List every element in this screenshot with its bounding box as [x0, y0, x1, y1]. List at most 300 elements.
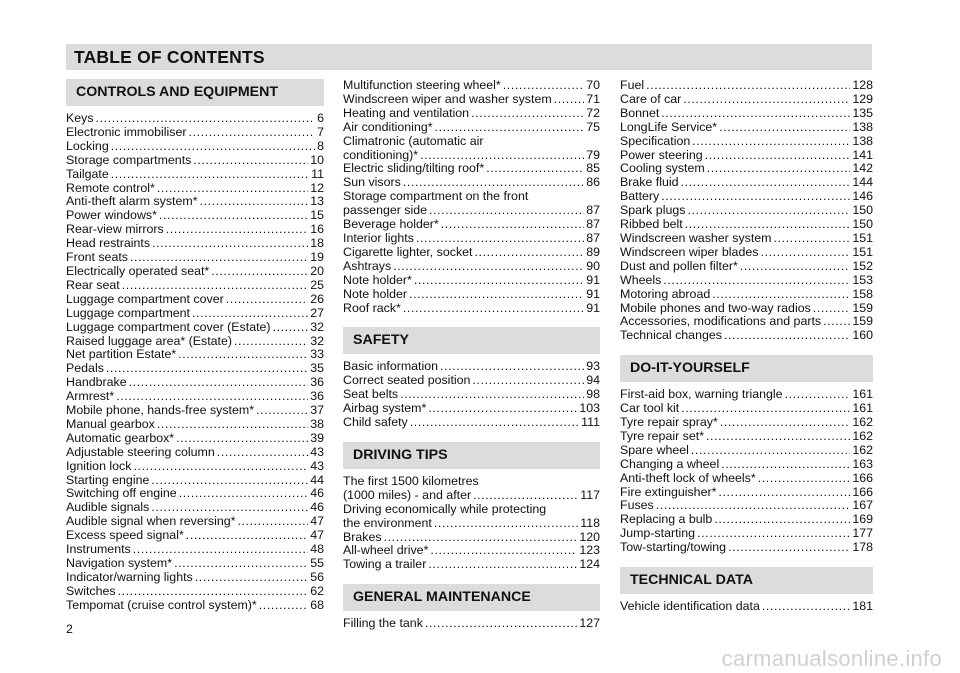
toc-entry[interactable] [620, 218, 873, 232]
toc-entry-page: 35 [310, 361, 324, 376]
dot-leader [785, 388, 851, 402]
toc-entry[interactable] [620, 444, 873, 458]
toc-entry-title: Mobile phones and two-way radios [620, 300, 811, 315]
dot-leader [428, 402, 577, 416]
toc-entry[interactable] [66, 154, 324, 168]
toc-entry-page: 127 [579, 616, 600, 631]
toc-entry-title: Instruments [66, 542, 131, 557]
dot-leader [554, 93, 585, 107]
dot-leader [823, 315, 850, 329]
toc-entry-page: 90 [586, 258, 600, 273]
toc-entry-title: Fire extinguisher* [620, 484, 717, 499]
toc-entry-page: 94 [586, 373, 600, 388]
toc-entry[interactable] [343, 93, 600, 107]
toc-entry[interactable] [343, 260, 600, 274]
dot-leader [758, 472, 851, 486]
toc-entry-title: Tyre repair set* [620, 428, 705, 443]
toc-entry-title: Seat belts [343, 387, 399, 402]
toc-entry-title: Roof rack* [343, 300, 401, 315]
toc-entry[interactable] [620, 315, 873, 329]
toc-entry[interactable] [620, 93, 873, 107]
toc-entry-page: 144 [852, 175, 873, 190]
dot-leader [435, 121, 585, 135]
toc-entry-title: Electronic immobiliser [66, 124, 187, 139]
toc-entry-page: 25 [310, 277, 324, 292]
toc-entry-title: Basic information [343, 359, 439, 374]
toc-entry[interactable] [66, 237, 324, 251]
toc-entry-title: Starting engine [66, 472, 150, 487]
toc-entry-page: 32 [310, 319, 324, 334]
toc-entry-title-line: Driving economically while protecting [343, 501, 547, 516]
dot-leader [441, 218, 584, 232]
toc-entry-title: Remote control* [66, 180, 155, 195]
toc-entry[interactable] [343, 176, 600, 190]
toc-entry-title: Correct seated position [343, 373, 471, 388]
toc-entry-title: Specification [620, 133, 691, 148]
toc-entry[interactable] [343, 302, 600, 316]
toc-entry-title: Electric sliding/tilting roof* [343, 161, 485, 176]
toc-entry-page: 150 [852, 217, 873, 232]
section-heading-driving-tips [343, 442, 600, 469]
toc-entry[interactable] [343, 531, 600, 545]
toc-entry-page: 162 [852, 442, 873, 457]
toc-entry[interactable] [620, 458, 873, 472]
toc-column-2 [343, 79, 600, 631]
dot-leader [159, 209, 308, 223]
toc-entry-page: 26 [310, 291, 324, 306]
toc-entry-title: Dust and pollen filter* [620, 258, 738, 273]
toc-entry-page: 161 [852, 387, 873, 402]
toc-list [620, 600, 873, 614]
toc-entry-title: Spare wheel [620, 442, 689, 457]
toc-entry[interactable] [343, 121, 600, 135]
toc-entry[interactable] [620, 107, 873, 121]
toc-entry[interactable] [620, 388, 873, 402]
toc-entry-title: Indicator/warning lights [66, 569, 193, 584]
dot-leader [393, 260, 584, 274]
toc-entry-page: 159 [852, 314, 873, 329]
toc-entry-title: Storage compartments [66, 152, 192, 167]
dot-leader [683, 93, 850, 107]
toc-entry-page: 12 [310, 180, 324, 195]
dot-leader [714, 513, 850, 527]
toc-entry-title: Ribbed belt [620, 217, 683, 232]
toc-entry[interactable] [620, 499, 873, 513]
toc-entry-title: Battery [620, 189, 660, 204]
toc-entry[interactable] [343, 246, 600, 260]
dot-leader [234, 335, 308, 349]
toc-entry[interactable] [620, 274, 873, 288]
toc-entry[interactable] [66, 348, 324, 362]
dot-leader [440, 360, 584, 374]
toc-entry[interactable] [620, 260, 873, 274]
toc-entry-page: 75 [586, 119, 600, 134]
toc-entry-title: Windscreen washer system [620, 230, 772, 245]
toc-entry[interactable] [343, 204, 600, 218]
dot-leader [428, 558, 577, 572]
toc-entry-title: Excess speed signal* [66, 528, 184, 543]
toc-entry[interactable] [620, 472, 873, 486]
toc-entry-page: 62 [310, 583, 324, 598]
toc-entry[interactable] [66, 390, 324, 404]
dot-leader [259, 599, 308, 613]
toc-entry[interactable] [66, 126, 324, 140]
toc-entry-page: 151 [852, 244, 873, 259]
toc-entry[interactable] [66, 515, 324, 529]
toc-entry[interactable] [620, 204, 873, 218]
toc-entry-title: Adjustable steering column [66, 444, 215, 459]
toc-entry[interactable] [66, 307, 324, 321]
dot-leader [111, 168, 309, 182]
toc-entry[interactable] [620, 402, 873, 416]
toc-entry-title: Switches [66, 583, 116, 598]
dot-leader [122, 279, 308, 293]
page-number: 2 [66, 622, 73, 636]
toc-entry-page: 72 [586, 105, 600, 120]
dot-leader [133, 460, 308, 474]
toc-entry-page: 123 [579, 543, 600, 558]
toc-entry[interactable] [66, 362, 324, 376]
toc-entry[interactable] [66, 460, 324, 474]
toc-entry-title: Tow-starting/towing [620, 540, 727, 555]
toc-entry[interactable] [66, 599, 324, 613]
dot-leader [503, 79, 584, 93]
watermark: carmanualsonline.info [721, 646, 942, 671]
toc-entry-title: Airbag system* [343, 401, 427, 416]
toc-list [343, 617, 600, 631]
toc-entry[interactable] [620, 416, 873, 430]
toc-entry[interactable] [620, 302, 873, 316]
toc-entry[interactable] [66, 140, 324, 154]
toc-entry-title-line: The first 1500 kilometres [343, 473, 479, 488]
dot-leader [486, 162, 584, 176]
toc-entry[interactable] [343, 544, 600, 558]
dot-leader [762, 600, 850, 614]
dot-leader [186, 529, 308, 543]
toc-entry-page: 89 [586, 244, 600, 259]
toc-entry[interactable] [66, 446, 324, 460]
dot-leader [720, 416, 851, 430]
toc-entry-page: 85 [586, 161, 600, 176]
dot-leader [151, 474, 308, 488]
toc-entry-page: 135 [852, 105, 873, 120]
toc-entry-page: 44 [310, 472, 324, 487]
dot-leader [685, 218, 851, 232]
toc-entry[interactable] [620, 190, 873, 204]
toc-entry-page: 38 [310, 416, 324, 431]
section-heading-label: CONTROLS AND EQUIPMENT [76, 84, 279, 100]
toc-entry-page: 117 [580, 487, 600, 502]
toc-entry[interactable] [66, 432, 324, 446]
toc-entry[interactable] [343, 402, 600, 416]
toc-entry-page: 169 [852, 512, 873, 527]
toc-entry[interactable] [66, 223, 324, 237]
toc-entry-title: Beverage holder* [343, 217, 439, 232]
toc-entry-title: All-wheel drive* [343, 543, 429, 558]
toc-entry-page: 146 [852, 189, 873, 204]
dot-leader [661, 190, 850, 204]
toc-entry-page: 158 [852, 286, 873, 301]
toc-entry[interactable] [66, 195, 324, 209]
toc-entry[interactable] [66, 209, 324, 223]
toc-entry[interactable] [343, 360, 600, 374]
toc-entry[interactable] [66, 335, 324, 349]
toc-entry-page: 138 [852, 119, 873, 134]
dot-leader [740, 260, 851, 274]
toc-entry[interactable] [343, 374, 600, 388]
toc-entry-page: 91 [586, 300, 600, 315]
toc-entry[interactable] [620, 135, 873, 149]
toc-entry-title: Cigarette lighter, socket [343, 244, 473, 259]
toc-entry-title: First-aid box, warning triangle [620, 387, 783, 402]
toc-entry[interactable] [66, 474, 324, 488]
toc-entry-title: Child safety [343, 415, 408, 430]
toc-entry[interactable] [343, 79, 600, 93]
toc-entry-page: 47 [310, 514, 324, 529]
toc-entry[interactable] [343, 517, 600, 531]
dot-leader [434, 517, 578, 531]
dot-leader [256, 404, 308, 418]
dot-leader [473, 489, 578, 503]
toc-entry-page: 138 [852, 133, 873, 148]
toc-entry[interactable] [620, 329, 873, 343]
dot-leader [681, 402, 850, 416]
toc-entry-title: Anti-theft lock of wheels* [620, 470, 756, 485]
toc-entry[interactable] [66, 529, 324, 543]
toc-entry-title: conditioning)* [343, 147, 419, 162]
toc-entry[interactable] [66, 376, 324, 390]
toc-entry-page: 141 [852, 147, 873, 162]
toc-entry-page: 181 [852, 599, 873, 614]
toc-entry-page: 37 [310, 403, 324, 418]
dot-leader [681, 176, 851, 190]
dot-leader [707, 162, 851, 176]
toc-entry-title: Net partition Estate* [66, 347, 177, 362]
toc-entry-page: 15 [310, 208, 324, 223]
toc-entry[interactable] [620, 79, 873, 93]
section-heading-label: TECHNICAL DATA [630, 572, 753, 589]
dot-leader [705, 149, 851, 163]
toc-entry-title: Switching off engine [66, 486, 177, 501]
toc-entry-title: Electrically operated seat* [66, 263, 210, 278]
toc-entry[interactable] [620, 513, 873, 527]
toc-entry[interactable] [66, 487, 324, 501]
toc-entry-title: Pedals [66, 361, 104, 376]
toc-entry[interactable] [620, 121, 873, 135]
toc-entry-title: Care of car [620, 91, 682, 106]
toc-entry-page: 87 [586, 230, 600, 245]
toc-entry[interactable] [66, 279, 324, 293]
toc-entry[interactable] [620, 486, 873, 500]
dot-leader [687, 204, 850, 218]
toc-entry[interactable] [66, 404, 324, 418]
dot-leader [691, 444, 850, 458]
dot-leader [400, 388, 584, 402]
toc-entry[interactable] [620, 246, 873, 260]
toc-entry-page: 163 [852, 456, 873, 471]
toc-entry-page: 162 [852, 415, 873, 430]
toc-entry-page: 43 [310, 458, 324, 473]
toc-entry[interactable] [620, 288, 873, 302]
toc-entry[interactable] [343, 416, 600, 430]
toc-entry-page: 103 [579, 401, 600, 416]
toc-entry[interactable] [66, 585, 324, 599]
toc-entry[interactable] [343, 388, 600, 402]
toc-list [343, 79, 600, 315]
page-title: TABLE OF CONTENTS [74, 47, 265, 67]
dot-leader [656, 499, 851, 513]
toc-entry-title: Rear-view mirrors [66, 222, 164, 237]
toc-entry-page: 160 [852, 328, 873, 343]
toc-entry[interactable] [343, 162, 600, 176]
dot-leader [96, 112, 316, 126]
toc-entry-page: 142 [852, 161, 873, 176]
dot-leader [176, 432, 308, 446]
dot-leader [721, 458, 850, 472]
dot-leader [193, 154, 308, 168]
toc-entry-page: 151 [852, 230, 873, 245]
toc-entry[interactable] [343, 558, 600, 572]
toc-entry-title: Filling the tank [343, 616, 423, 631]
dot-leader [472, 374, 584, 388]
toc-entry[interactable] [66, 557, 324, 571]
toc-entry[interactable] [620, 149, 873, 163]
dot-leader [661, 107, 850, 121]
toc-entry[interactable] [620, 527, 873, 541]
section-heading-label: GENERAL MAINTENANCE [353, 589, 531, 606]
toc-entry-page: 93 [586, 359, 600, 374]
dot-leader [106, 362, 308, 376]
toc-entry[interactable] [343, 149, 600, 163]
toc-entry-page: 8 [317, 138, 324, 153]
dot-leader [813, 302, 851, 316]
toc-entry-page: 166 [852, 484, 873, 499]
dot-leader [425, 617, 577, 631]
toc-entry-title: Ignition lock [66, 458, 132, 473]
toc-entry-page: 124 [579, 557, 600, 572]
toc-entry-title: Replacing a bulb [620, 512, 713, 527]
toc-entry[interactable] [66, 293, 324, 307]
dot-leader [430, 544, 577, 558]
section-heading-label: SAFETY [353, 332, 409, 349]
toc-entry-title: Head restraints [66, 236, 151, 251]
dot-leader [646, 79, 850, 93]
toc-entry-title: Accessories, modifications and parts [620, 314, 822, 329]
toc-entry[interactable] [66, 265, 324, 279]
toc-entry[interactable] [66, 321, 324, 335]
toc-list [620, 79, 873, 343]
toc-entry[interactable] [620, 600, 873, 614]
toc-entry-title: Front seats [66, 250, 128, 265]
section-heading-safety [343, 327, 600, 354]
toc-entry[interactable] [343, 274, 600, 288]
toc-entry[interactable] [343, 232, 600, 246]
dot-leader [226, 293, 308, 307]
dot-leader [409, 288, 584, 302]
toc-entry[interactable] [343, 288, 600, 302]
dot-leader [116, 390, 308, 404]
toc-entry-title-line: Storage compartment on the front [343, 189, 529, 204]
dot-leader [697, 527, 850, 541]
dot-leader [384, 531, 578, 545]
toc-entry[interactable] [343, 107, 600, 121]
toc-entry-page: 120 [579, 529, 600, 544]
dot-leader [211, 265, 308, 279]
dot-leader [118, 585, 309, 599]
toc-entry-page: 20 [310, 263, 324, 278]
toc-entry[interactable] [66, 501, 324, 515]
toc-entry-page: 36 [310, 389, 324, 404]
dot-leader [273, 321, 309, 335]
toc-entry[interactable] [66, 168, 324, 182]
toc-entry-title: Anti-theft alarm system* [66, 194, 198, 209]
toc-entry-title: Manual gearbox [66, 416, 155, 431]
toc-entry-title: Fuses [620, 498, 654, 513]
toc-entry[interactable] [66, 251, 324, 265]
toc-entry-page: 36 [310, 375, 324, 390]
toc-entry[interactable] [343, 489, 600, 503]
dot-leader [200, 195, 309, 209]
toc-entry[interactable] [343, 617, 600, 631]
dot-leader [724, 329, 850, 343]
toc-entry[interactable] [66, 418, 324, 432]
toc-entry-page: 118 [580, 515, 600, 530]
toc-entry[interactable] [620, 541, 873, 555]
toc-entry-page: 47 [310, 528, 324, 543]
toc-entry-title: Power windows* [66, 208, 157, 223]
toc-entry[interactable] [620, 232, 873, 246]
toc-entry[interactable] [66, 543, 324, 557]
toc-entry[interactable] [343, 218, 600, 232]
dot-leader [474, 246, 584, 260]
toc-entry-title: Heating and ventilation [343, 105, 470, 120]
toc-entry[interactable] [66, 182, 324, 196]
toc-entry-title: Tailgate [66, 166, 109, 181]
toc-entry-page: 91 [586, 272, 600, 287]
toc-entry-title: Interior lights [343, 230, 414, 245]
dot-leader [416, 232, 584, 246]
toc-entry-page: 159 [852, 300, 873, 315]
toc-entry[interactable] [620, 430, 873, 444]
toc-entry-page: 91 [586, 286, 600, 301]
toc-entry-page: 27 [310, 305, 324, 320]
toc-entry-title: Windscreen wiper and washer system [343, 91, 552, 106]
dot-leader [130, 251, 308, 265]
dot-leader [151, 501, 308, 515]
toc-entry[interactable] [66, 112, 324, 126]
toc-column-1 [66, 79, 324, 613]
toc-entry-title: Note holder* [343, 272, 412, 287]
dot-leader [471, 107, 584, 121]
dot-leader [133, 543, 308, 557]
dot-leader [178, 348, 308, 362]
dot-leader [403, 302, 584, 316]
toc-entry-title: Brakes [343, 529, 382, 544]
section-heading-technical-data [620, 567, 873, 594]
toc-entry[interactable] [620, 162, 873, 176]
toc-entry-page: 86 [586, 175, 600, 190]
toc-list [620, 388, 873, 555]
dot-leader [410, 416, 579, 430]
toc-entry[interactable] [66, 571, 324, 585]
toc-entry-title: Air conditioning* [343, 119, 433, 134]
toc-entry-page: 32 [310, 333, 324, 348]
toc-entry[interactable] [620, 176, 873, 190]
toc-entry-page: 161 [852, 401, 873, 416]
dot-leader [728, 541, 850, 555]
toc-entry-title: Power steering [620, 147, 703, 162]
toc-entry-title: Handbrake [66, 375, 127, 390]
